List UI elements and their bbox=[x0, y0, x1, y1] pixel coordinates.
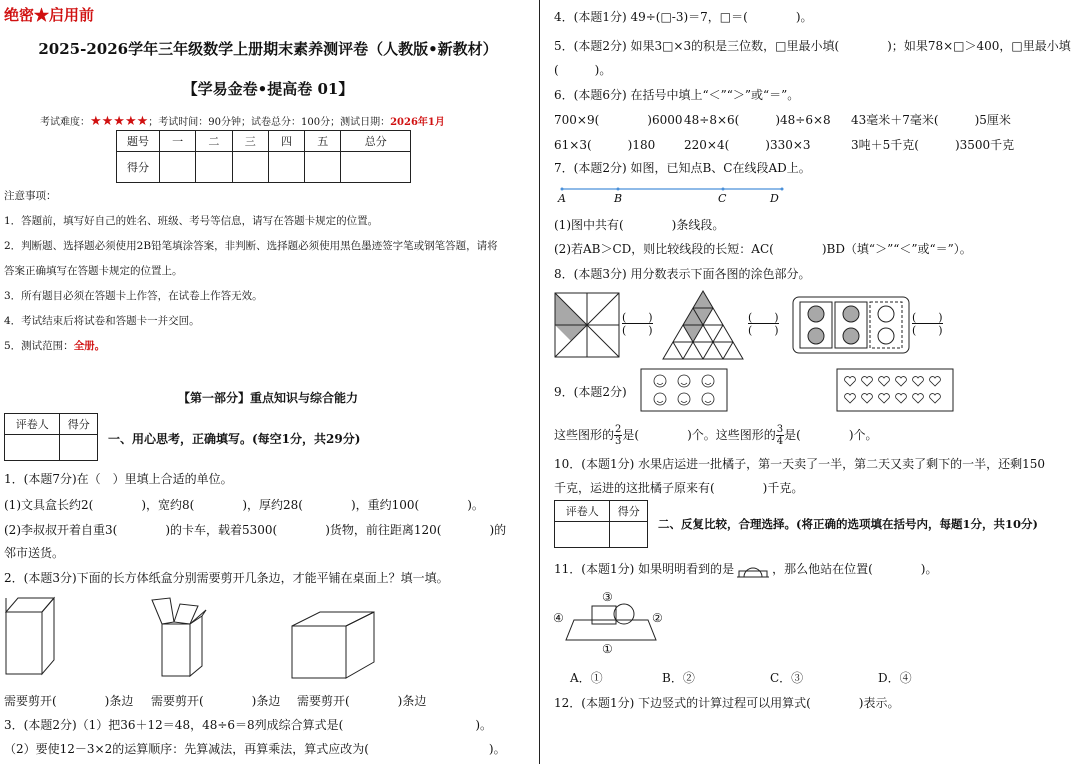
heart-icon bbox=[845, 377, 856, 386]
page-title: 2025-2026学年三年级数学上册期末素养测评卷（人教版•新教材） bbox=[38, 40, 498, 58]
question-1-2-cont: 邻市送货。 bbox=[4, 546, 65, 560]
question-2-answer: 需要剪开( )条边 bbox=[4, 694, 134, 708]
option-d[interactable]: D．④ bbox=[878, 671, 912, 685]
question-9-text bbox=[554, 424, 878, 447]
question-11 bbox=[554, 560, 937, 578]
box-figure-2 bbox=[150, 594, 210, 680]
question-3-2: （2）要使12－3×2的运算顺序：先算减法，再算乘法，算式应改为( )。 bbox=[4, 742, 506, 756]
notes-title: 注意事项： bbox=[4, 190, 57, 202]
position-mark-3: ③ bbox=[602, 590, 613, 604]
question-5: 5．(本题2分) 如果3□×3的积是三位数，□里最小填( )；如果78×□＞400，□里最小填 bbox=[554, 39, 1071, 53]
point-label-b: B bbox=[614, 192, 623, 205]
score-row-label: 得分 bbox=[117, 152, 160, 183]
heart-icon bbox=[930, 394, 941, 403]
question-5-cont: ( )。 bbox=[554, 63, 612, 77]
question-2-answer: 需要剪开( )条边 bbox=[151, 694, 281, 708]
grader-score-cell[interactable] bbox=[610, 522, 648, 548]
fraction-numerator: 3 bbox=[776, 424, 784, 435]
fraction-circles-figure bbox=[792, 296, 910, 354]
fraction-numerator: 2 bbox=[615, 424, 622, 435]
heart-icon bbox=[845, 394, 856, 403]
hearts-figure bbox=[836, 368, 954, 412]
heart-icon bbox=[896, 394, 907, 403]
score-header-cell: 总分 bbox=[341, 131, 411, 152]
score-table bbox=[116, 130, 411, 183]
grader-box bbox=[4, 413, 98, 461]
q11-text: ，那么他站在位置( )。 bbox=[772, 562, 938, 576]
point-label-c: C bbox=[718, 192, 727, 205]
heart-icon bbox=[879, 377, 890, 386]
question-10: 10．(本题1分) 水果店运进一批橘子，第一天卖了一半，第二天又卖了剩下的一半，还剩150 bbox=[554, 457, 1045, 471]
q9-text-part: 是( )个。这些图形的 bbox=[622, 428, 776, 442]
question-1-2: (2)李叔叔开着自重3( )的卡车，载着5300( )货物，前往距离120( )的 bbox=[4, 523, 507, 537]
difficulty-label: 考试难度： bbox=[40, 117, 90, 128]
option-a[interactable]: A．① bbox=[570, 671, 603, 685]
exam-meta-text: ；考试时间：90分钟；试卷总分：100分；测试日期： bbox=[148, 117, 391, 128]
fraction-blank[interactable]: ( ) ( ) bbox=[622, 311, 653, 337]
question-7-2: (2)若AB＞CD，则比较线段的长短：AC( )BD（填“＞”“＜”或“＝”）。 bbox=[554, 242, 972, 256]
grader-reviewer-label: 评卷人 bbox=[5, 414, 60, 435]
note-item: 答案正确填写在答题卡规定的位置上。 bbox=[4, 265, 183, 277]
heart-icon bbox=[862, 394, 873, 403]
point-label-a: A bbox=[558, 192, 566, 205]
score-cell[interactable] bbox=[160, 152, 196, 183]
grader-score-label: 得分 bbox=[60, 414, 98, 435]
question-4: 4．(本题1分) 49÷(□-3)＝7，□＝( )。 bbox=[554, 10, 813, 24]
fraction-three-quarters bbox=[776, 424, 784, 447]
question-12: 12．(本题1分) 下边竖式的计算过程可以用算式( )表示。 bbox=[554, 696, 900, 710]
grader-reviewer-label: 评卷人 bbox=[555, 501, 610, 522]
note-item: 3．所有题目必须在答题卡上作答，在试卷上作答无效。 bbox=[4, 290, 263, 302]
question-7: 7．(本题2分) 如图，已知点B、C在线段AD上。 bbox=[554, 161, 811, 175]
question-8: 8．(本题3分) 用分数表示下面各图的涂色部分。 bbox=[554, 267, 811, 281]
left-column bbox=[0, 0, 536, 764]
score-cell[interactable] bbox=[232, 152, 268, 183]
q11-text: 11．(本题1分) 如果明明看到的是 bbox=[554, 562, 735, 576]
compare-item: 43毫米＋7毫米( )5厘米 bbox=[851, 113, 1011, 127]
fraction-blank[interactable]: ( ) ( ) bbox=[912, 311, 943, 337]
score-header-cell: 五 bbox=[305, 131, 341, 152]
score-header-cell: 一 bbox=[160, 131, 196, 152]
heart-icon bbox=[896, 377, 907, 386]
question-2: 2．(本题3分)下面的长方体纸盒分别需要剪开几条边，才能平铺在桌面上？填一填。 bbox=[4, 571, 449, 585]
grader-reviewer-cell[interactable] bbox=[5, 435, 60, 461]
question-1: 1．(本题7分)在（ ）里填上合适的单位。 bbox=[4, 472, 233, 486]
heart-icon bbox=[879, 394, 890, 403]
line-segment-ad bbox=[556, 182, 788, 204]
compare-item: 48÷8×6( )48÷6×8 bbox=[684, 113, 831, 127]
section1-title: 一、用心思考，正确填写。(每空1分，共29分) bbox=[108, 432, 361, 446]
note-item: 2．判断题、选择题必须使用2B铅笔填涂答案，非判断、选择题必须使用黑色墨迹签字笔或钢笔答题，请将 bbox=[4, 240, 498, 252]
position-mark-1: ① bbox=[602, 642, 613, 656]
compare-item: 700×9( )6000 bbox=[554, 113, 683, 127]
note-item-5 bbox=[4, 338, 105, 353]
note-item-5-label: 5．测试范围： bbox=[4, 340, 74, 352]
question-6: 6．(本题6分) 在括号中填上“＜”“＞”或“＝”。 bbox=[554, 88, 800, 102]
exam-meta bbox=[40, 113, 445, 129]
q9-text-part: 这些图形的 bbox=[554, 428, 615, 442]
heart-icon bbox=[862, 377, 873, 386]
note-item: 1．答题前，填写好自己的姓名、班级、考号等信息，请写在答题卡规定的位置。 bbox=[4, 215, 379, 227]
box-figure-1 bbox=[4, 590, 56, 680]
heart-icon bbox=[913, 377, 924, 386]
fraction-denominator: 4 bbox=[776, 436, 784, 447]
compare-item: 220×4( )330×3 bbox=[684, 138, 811, 152]
grader-reviewer-cell[interactable] bbox=[555, 522, 610, 548]
option-b[interactable]: B．② bbox=[662, 671, 695, 685]
score-cell[interactable] bbox=[268, 152, 304, 183]
compare-item: 61×3( )180 bbox=[554, 138, 656, 152]
option-c[interactable]: C．③ bbox=[770, 671, 804, 685]
part1-title: 【第一部分】重点知识与综合能力 bbox=[177, 391, 358, 405]
position-mark-2: ② bbox=[652, 611, 663, 625]
note-item-5-value: 全册。 bbox=[73, 340, 106, 352]
score-header-cell: 题号 bbox=[117, 131, 160, 152]
grader-box bbox=[554, 500, 648, 548]
point-label-d: D bbox=[770, 192, 779, 205]
question-7-1: (1)图中共有( )条线段。 bbox=[554, 218, 725, 232]
note-item: 4．考试结束后将试卷和答题卡一并交回。 bbox=[4, 315, 200, 327]
score-cell[interactable] bbox=[305, 152, 341, 183]
column-divider bbox=[539, 0, 540, 764]
box-figure-3 bbox=[290, 610, 376, 682]
heart-icon bbox=[913, 394, 924, 403]
question-9: 9．(本题2分) bbox=[554, 385, 627, 399]
question-1-1: (1)文具盒长约2( )，宽约8( )，厚约28( )，重约100( )。 bbox=[4, 498, 484, 512]
difficulty-stars: ★★★★★ bbox=[90, 114, 149, 129]
q9-text-part: 是( )个。 bbox=[784, 428, 878, 442]
score-header-cell: 三 bbox=[232, 131, 268, 152]
score-header-cell: 四 bbox=[268, 131, 304, 152]
score-cell[interactable] bbox=[341, 152, 411, 183]
position-mark-4: ④ bbox=[553, 611, 564, 625]
grader-score-label: 得分 bbox=[610, 501, 648, 522]
question-3-1: 3．(本题2分)（1）把36＋12＝48，48÷6＝8列成综合算式是( )。 bbox=[4, 718, 493, 732]
secret-label: 绝密★启用前 bbox=[4, 6, 95, 24]
exam-date: 2026年1月 bbox=[390, 117, 445, 128]
view-shape-icon bbox=[736, 562, 770, 578]
right-column bbox=[548, 0, 1080, 764]
page-subtitle: 【学易金卷•提高卷 01】 bbox=[182, 80, 354, 98]
fraction-square-figure bbox=[554, 292, 620, 358]
fraction-blank[interactable]: ( ) ( ) bbox=[748, 311, 779, 337]
score-cell[interactable] bbox=[196, 152, 232, 183]
compare-item: 3吨＋5千克( )3500千克 bbox=[851, 138, 1015, 152]
score-header-cell: 二 bbox=[196, 131, 232, 152]
grader-score-cell[interactable] bbox=[60, 435, 98, 461]
question-10-cont: 千克，运进的这批橘子原来有( )千克。 bbox=[554, 481, 804, 495]
question-2-answer: 需要剪开( )条边 bbox=[297, 694, 427, 708]
fraction-triangle-figure bbox=[662, 290, 744, 360]
section2-title: 二、反复比较，合理选择。(将正确的选项填在括号内，每题1分，共10分) bbox=[658, 517, 1038, 531]
smiley-faces-figure bbox=[640, 368, 728, 412]
heart-icon bbox=[930, 377, 941, 386]
fraction-denominator: 3 bbox=[615, 436, 622, 447]
